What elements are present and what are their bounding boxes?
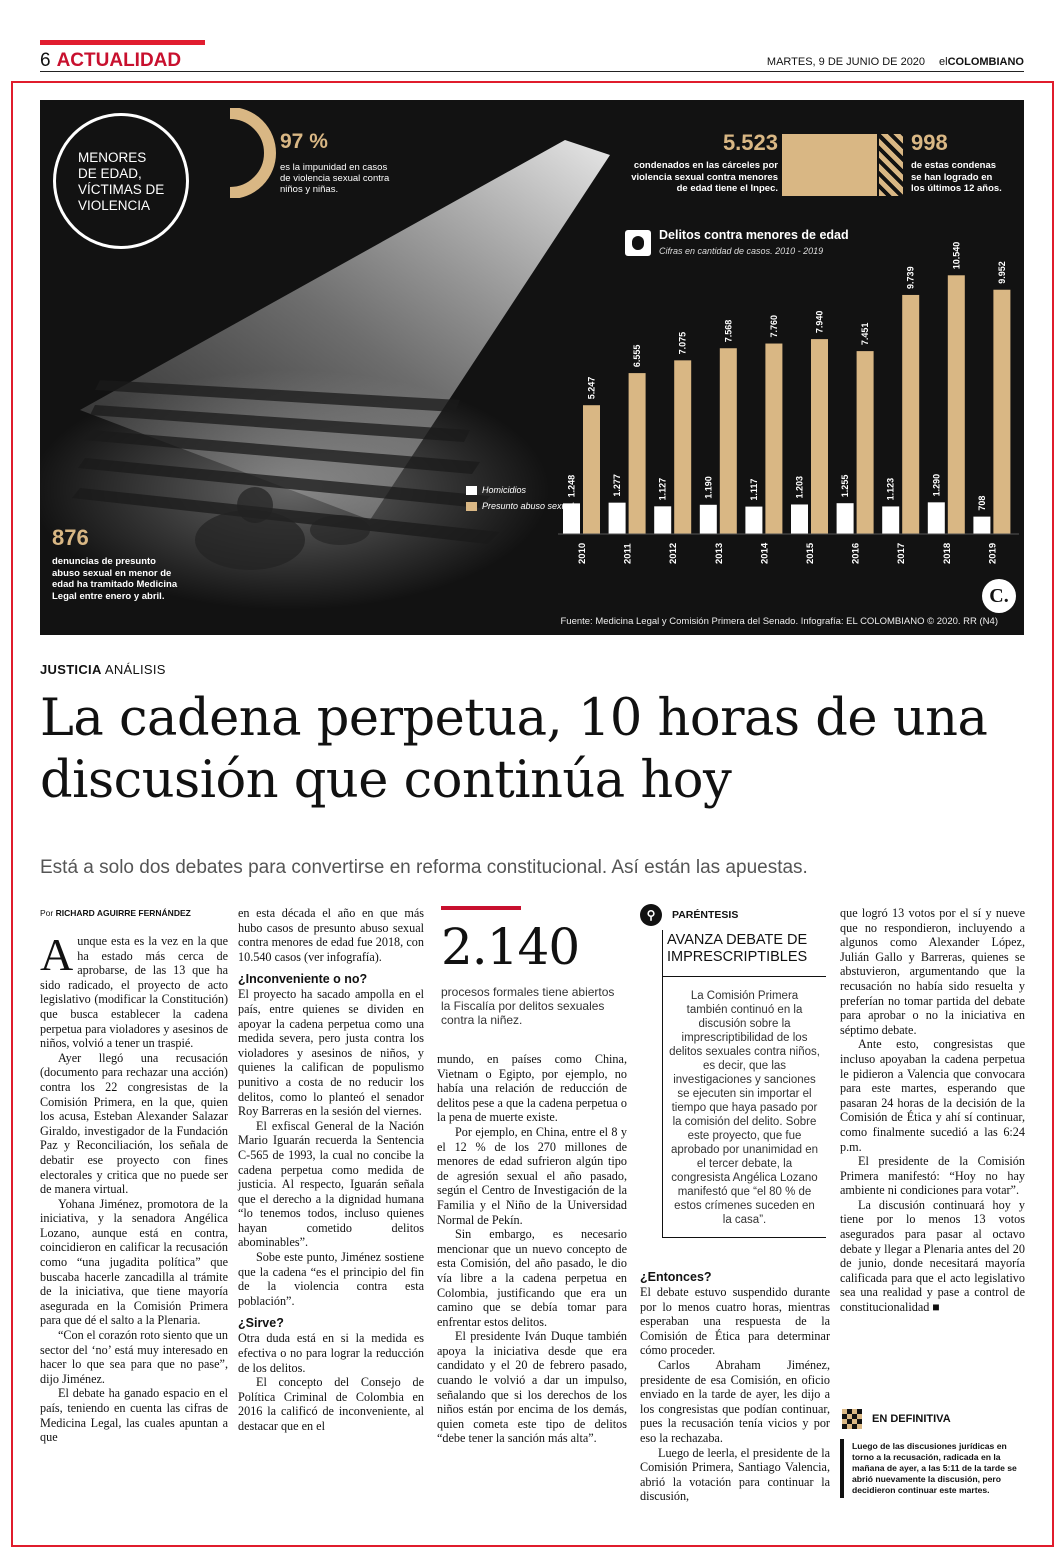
x-tick-label: 2012 — [668, 542, 680, 564]
x-tick-label: 2015 — [805, 542, 816, 564]
bar-homicidios — [973, 517, 990, 534]
impunity-line: de violencia sexual contra — [280, 173, 390, 184]
checker-icon — [842, 1409, 862, 1429]
paragraph: Ayer llegó una recusación (documento para rechazar una acción) contra los 22 congresistas de la Comisión Primera, en la que, quien los acusa, Esteban Alexander Salazar Giraldo, investigador de la Fundación Paz y Reconciliación, los señala de debatir ese proyecto con fines electorales y critica que no puede ser de manera virtual. — [40, 1050, 228, 1197]
subhead: ¿Inconveniente o no? — [238, 972, 368, 987]
byline — [40, 908, 228, 918]
impunity-line: es la impunidad en casos — [280, 162, 388, 173]
subhead: ¿Sirve? — [238, 1316, 284, 1331]
data-label-homicidios: 1.290 — [931, 473, 942, 497]
article-column-3 — [437, 1052, 627, 1446]
byline-name: RICHARD AGUIRRE FERNÁNDEZ — [55, 908, 191, 918]
stat-description: procesos formales tiene abiertos la Fiscalía por delitos sexuales contra la niñez. — [441, 985, 615, 1027]
paragraph: que logró 13 votos por el sí y nueve que no respondieron, incluyendo a algunos como Alexander López, Julián Gallo y Barreras, quienes se abstuvieron, argumentando que la recusación no había sido resuelta y preferían no tomar partida del debate para aprobar o no la iniciativa en séptimo debate. — [840, 906, 1025, 1037]
complaints-text — [52, 556, 232, 602]
bar-chart — [40, 100, 1024, 635]
impunity-line: niños y niñas. — [280, 184, 339, 195]
definitiva-header — [840, 1407, 1026, 1431]
paragraph: Luego de leerla, el presidente de la Comisión Primera, Santiago Valencia, abrió la votación para continuar la discusión, — [640, 1445, 830, 1504]
parentesis-label: PARÉNTESIS — [672, 909, 739, 921]
data-label-homicidios: 1.248 — [566, 474, 577, 498]
x-tick-label: 2016 — [850, 542, 862, 564]
paragraph: El debate ha ganado espacio en el país, teniendo en cuenta las cifras de Medicina Legal, las cuales apuntan a que — [40, 1386, 228, 1445]
x-tick-label: 2010 — [577, 542, 588, 564]
paragraph: Yohana Jiménez, promotora de la iniciativa, y la senadora Angélica Lozano, aunque está en contra, coincidieron en calificar la recusación como “una jugadita política” que buscaba hacerle zancadilla al trámite de la iniciativa, que tiene mayoría asegurada en la Comisión Primera para que dé el salto a la Plenaria. — [40, 1196, 228, 1328]
paragraph: El presidente Iván Duque también apoya la iniciativa desde que era candidato y el 20 de febrero pasado, cuando le volvió a dar un impulso, señalando que si los derechos de los niños están por encima de los demás, quien cometa este tipo de delitos “debe tener la sanción más alta”. — [437, 1329, 627, 1446]
kicker-type: ANÁLISIS — [104, 662, 166, 677]
recent-line: los últimos 12 años. — [911, 183, 1002, 194]
paragraph: El debate estuvo suspendido durante por lo menos cuatro horas, mientras esperaban una respuesta de la Comisión de Ética para determinar cómo proceder. — [640, 1285, 830, 1358]
data-label-abuso: 5.247 — [586, 376, 597, 400]
legend-abuso — [466, 501, 574, 512]
definitiva-label: EN DEFINITIVA — [872, 1413, 951, 1425]
stat-big-number: 2.140 — [441, 918, 580, 976]
bar-abuso-sexual — [948, 275, 965, 534]
article-column-4 — [640, 1262, 830, 1504]
parentesis-body: La Comisión Primera también continuó en la discusión sobre la imprescriptibilidad de los delitos sexuales contra niños, es decir, que las investigaciones y sanciones se ejecuten sin importar el tiempo que haya pasado por la comisión del delito. Sobre este proyecto, que fue aprobado por unanimidad en el tercer debate, la congresista Angélica Lozano manifestó que “el 80 % de estos crímenes suceden en la casa”. — [669, 990, 820, 1226]
gavel-icon: ⚲ — [640, 904, 662, 926]
bar-abuso-sexual — [720, 348, 737, 534]
data-label-abuso: 7.075 — [677, 331, 688, 355]
convicted-line: condenados en las cárceles por — [633, 160, 778, 171]
recent-value: 998 — [911, 130, 948, 155]
bar-abuso-sexual — [629, 373, 646, 534]
circle-line: VÍCTIMAS DE — [78, 182, 165, 197]
x-tick-label: 2019 — [987, 542, 999, 564]
parentesis-header — [640, 904, 826, 926]
paragraph: El exfiscal General de la Nación Mario Iguarán recuerda la Sentencia C-565 de 1993, la cual no concibe la cadena perpetua como medida de justicia. Al respecto, Iguarán señala que el derecho a la dignidad humana “lo tenemos todos, incluso quienes hayan cometido delitos abominables”. — [238, 1118, 424, 1250]
complaints-line: abuso sexual en menor de — [52, 567, 172, 579]
data-label-abuso: 7.940 — [814, 310, 825, 334]
data-label-abuso: 10.540 — [951, 241, 962, 270]
complaints-value: 876 — [52, 525, 89, 550]
bar-homicidios — [609, 503, 626, 534]
convicted-line: de edad tiene el Inpec. — [676, 183, 778, 194]
headline: La cadena perpetua, 10 horas de una discusión que continúa hoy — [40, 689, 988, 810]
x-tick-label: 2011 — [622, 543, 634, 564]
bar-homicidios — [700, 505, 717, 534]
bar-homicidios — [654, 506, 671, 534]
bar-abuso-sexual — [811, 339, 828, 534]
chart-subtitle: Cifras en cantidad de casos. 2010 - 2019 — [659, 246, 824, 256]
convicted-line: violencia sexual contra menores — [631, 171, 778, 183]
data-label-homicidios: 1.123 — [885, 477, 896, 501]
x-tick-label: 2018 — [941, 542, 953, 564]
data-label-abuso: 7.568 — [723, 319, 734, 343]
x-tick-label: 2014 — [759, 542, 771, 564]
chart-title: Delitos contra menores de edad — [659, 228, 849, 242]
data-label-homicidios: 1.277 — [612, 474, 623, 497]
legend-homicidios — [466, 485, 574, 496]
bar-abuso-sexual — [583, 405, 600, 534]
byline-prefix: Por — [40, 908, 54, 918]
legend-swatch — [466, 502, 477, 511]
paragraph: Por ejemplo, en China, entre el 8 y el 12 % de los 270 millones de menores de edad sufrieron algún tipo de agresión sexual el año pasado, según el Centro de Investigación de la Familia y el Niño de la Universidad Normal de Pekín. — [437, 1124, 627, 1227]
article-column-2 — [238, 906, 424, 1434]
paragraph: Ante esto, congresistas que incluso apoyaban la cadena perpetua le pidieron a Valencia que convocara para este martes, esperando que pasaran 24 horas de la decisión de la Comisión de Ética y ahí sí continuar, como finalmente sucedió a las 6:24 p.m. — [840, 1037, 1025, 1154]
data-label-homicidios: 1.127 — [657, 477, 668, 501]
page-header — [40, 40, 1024, 72]
parentesis-title: AVANZA DEBATE DE IMPRESCRIPTIBLES — [663, 930, 826, 977]
paragraph: Otra duda está en si la medida es efectiva o no para lograr la reducción de los delitos. — [238, 1331, 424, 1375]
bar-homicidios — [928, 502, 945, 534]
paragraph: “Con el corazón roto siento que un sector del ‘no’ está muy interesado en hacer lo que sea para que no pase”, dijo Jiménez. — [40, 1328, 228, 1386]
legend-label: Homicidios — [482, 485, 527, 495]
infographic — [40, 100, 1024, 635]
page-number: 6 — [40, 50, 51, 71]
masthead-right — [767, 56, 1024, 68]
bar-abuso-sexual — [857, 351, 874, 534]
data-label-homicidios: 708 — [976, 495, 987, 511]
data-label-abuso: 6.555 — [632, 344, 643, 368]
circle-line: VIOLENCIA — [78, 198, 151, 213]
data-label-abuso: 7.451 — [860, 322, 871, 346]
paragraph: La discusión continuará hoy y tiene por lo menos 13 votos asegurados para pasar al octavo debate y llegar a Plenaria antes del 20 de junio, donde necesitará mayoría calificada para que el acto legislativo sea una realidad y pase a control de constitucionalidad ■ — [840, 1197, 1025, 1315]
bar-homicidios — [745, 507, 762, 534]
article-column-1 — [40, 908, 228, 1445]
complaints-line: edad ha tramitado Medicina — [52, 579, 178, 590]
recent-line: de estas condenas — [911, 160, 997, 171]
paragraph: Sobe este punto, Jiménez sostiene que la cadena “es el principio del fin de la violencia contra esta población”. — [238, 1250, 424, 1308]
article-column-5 — [840, 906, 1025, 1315]
infographic-source: Fuente: Medicina Legal y Comisión Primera del Senado. Infografía: EL COLOMBIANO © 2020. RR (N4) — [560, 616, 998, 627]
dek: Está a solo dos debates para convertirse en reforma constitucional. Así están las apuestas. — [40, 857, 808, 878]
data-label-abuso: 9.739 — [905, 266, 916, 289]
paragraph: en esta década el año en que más hubo casos de presunto abuso sexual contra menores de edad fue 2018, con 10.540 casos (ver infografía). — [238, 906, 424, 964]
paragraph: El proyecto ha sacado ampolla en el país, entre quienes se dividen en apoyar la cadena perpetua como una medida severa, pero justa contra los violadores y asesinos de niños, y quienes la califican de populismo punitivo a costa de no reducir los delitos, como lo planteó el senador Roy Barreras en la sesión del viernes. — [238, 987, 424, 1119]
issue-date: MARTES, 9 DE JUNIO DE 2020 — [766, 56, 926, 68]
page-section — [40, 50, 181, 72]
circle-line: MENORES — [78, 150, 147, 165]
definitiva-body: Luego de las discusiones jurídicas en torno a la recusación, radicada en la mañana de ayer, a las 5:11 de la tarde se abrió nuevamente la discusión, pero decidieron continuar este martes. — [840, 1439, 1026, 1498]
data-label-homicidios: 1.190 — [703, 476, 714, 499]
data-label-homicidios: 1.117 — [748, 478, 759, 501]
recent-line: se han logrado en — [911, 171, 993, 183]
parentesis-content — [662, 930, 826, 1238]
complaints-line: denuncias de presunto — [52, 556, 156, 567]
subhead: ¿Entonces? — [640, 1270, 712, 1284]
convicted-value: 5.523 — [722, 130, 778, 155]
stat-accent-bar — [441, 906, 521, 910]
paragraph: El presidente de la Comisión Primera manifestó: “Hoy no hay ambiente ni condiciones para votar”. — [840, 1154, 1025, 1198]
paragraph: mundo, en países como China, Vietnam o Egipto, por ejemplo, no había una relación de reducción de delitos pese a que la cadena perpetua o la pena de muerte existe. — [437, 1052, 627, 1125]
complaints-line: Legal entre enero y abril. — [52, 590, 165, 602]
data-label-homicidios: 1.255 — [840, 474, 851, 498]
section-name: ACTUALIDAD — [56, 50, 182, 71]
data-label-abuso: 9.952 — [996, 261, 1007, 284]
bar-abuso-sexual — [674, 360, 691, 534]
x-tick-label: 2017 — [896, 542, 908, 564]
bar-homicidios — [882, 506, 899, 534]
data-label-homicidios: 1.203 — [794, 475, 805, 499]
drop-cap: A — [40, 929, 74, 980]
article-kicker — [40, 662, 166, 677]
section-accent-line — [40, 40, 205, 45]
brand-logo: elCOLOMBIANO — [939, 56, 1024, 68]
paragraph: Carlos Abraham Jiménez, presidente de esa Comisión, en oficio enviado en la tarde de ayer, les dijo a los congresistas que podían continuar, pues la recusación tenía vicios y por eso la rechazaba. — [640, 1357, 830, 1445]
el-colombiano-logo: C. — [982, 579, 1016, 613]
kicker-section: JUSTICIA — [40, 662, 102, 677]
bar-abuso-sexual — [902, 295, 919, 534]
bar-abuso-sexual — [765, 344, 782, 534]
paragraph: El concepto del Consejo de Política Criminal de Colombia en 2016 la calificó de inconveniente, al destacar que en el — [238, 1375, 424, 1433]
chart-legend — [466, 485, 574, 517]
en-definitiva-box — [840, 1407, 1026, 1498]
impunity-value: 97 % — [280, 130, 328, 153]
x-tick-label: 2013 — [713, 542, 725, 564]
circle-line: DE EDAD, — [78, 166, 142, 181]
legend-swatch — [466, 486, 477, 495]
bar-abuso-sexual — [993, 290, 1010, 534]
bar-homicidios — [791, 504, 808, 534]
data-label-abuso: 7.760 — [768, 314, 779, 338]
paragraph: Sin embargo, es necesario mencionar que un nuevo concepto de esta Comisión, del año pasado, le dio vía libre a la cadena perpetua en Colombia, justificando que era un camino que se debía tomar para enfrentar estos delitos. — [437, 1227, 627, 1329]
paragraph: Aunque esta es la vez en la que ha estado más cerca de aprobarse, de las 13 que ha sido radicado, el proyecto de acto legislativo (modificar la Constitución) que busca establecer la cadena perpetua para violadores y asesinos de niños, volvió a tener un traspié. — [40, 929, 228, 1051]
legend-label: Presunto abuso sexual — [482, 501, 574, 511]
parentesis-box — [640, 904, 826, 1238]
bar-homicidios — [837, 503, 854, 534]
